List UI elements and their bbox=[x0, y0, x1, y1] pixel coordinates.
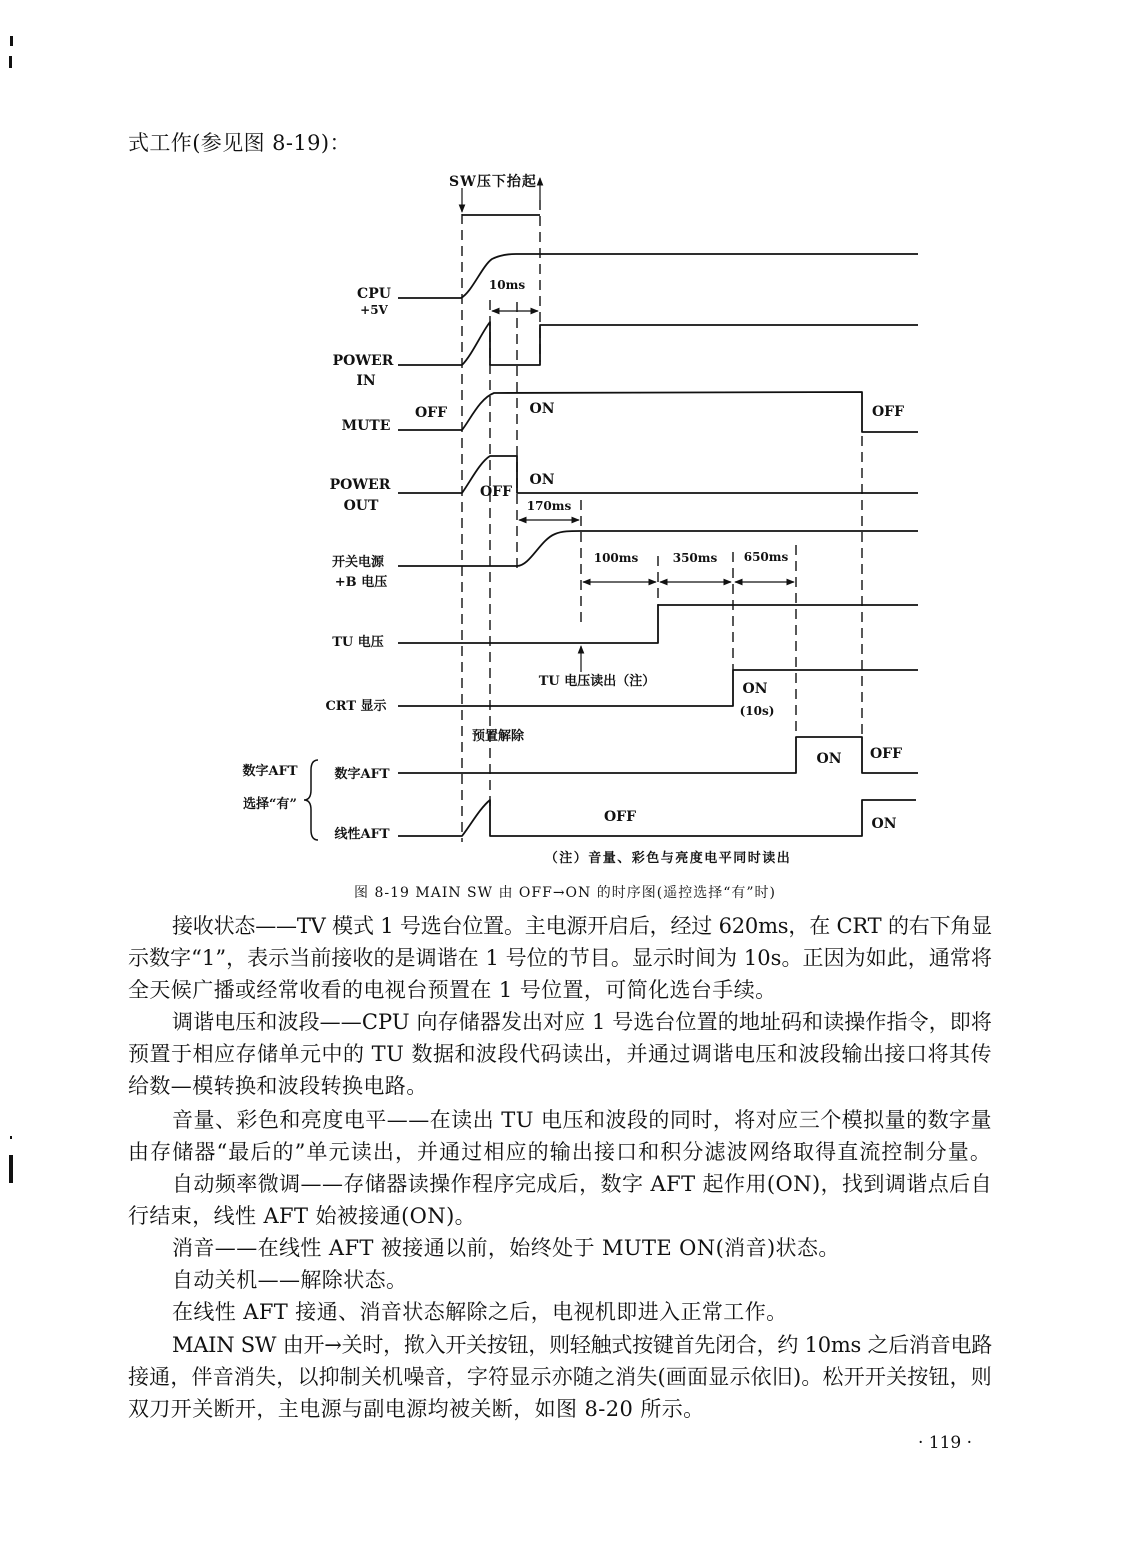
annotation-100ms: 100ms bbox=[593, 551, 639, 565]
figure-note: （注）音量、彩色与亮度电平同时读出 bbox=[544, 851, 792, 866]
label-smps: 开关电源 bbox=[331, 555, 385, 570]
label-power-out: POWER bbox=[329, 477, 391, 493]
paragraph-line bbox=[128, 1202, 992, 1230]
signal-crt-display bbox=[398, 670, 918, 706]
paragraph-line-text: 示数字“1”，表示当前接收的是调谐在 1 号位的节目。显示时间为 10s。正因为如此，通常将 bbox=[128, 946, 992, 970]
scan-artifact-bar bbox=[9, 1155, 13, 1183]
paragraph-line-text: 接收状态——TV 模式 1 号选台位置。主电源开启后，经过 620ms，在 CRT 的右下角显 bbox=[172, 914, 992, 938]
label-smps-sub: +B 电压 bbox=[334, 575, 388, 590]
brace-label-line1: 数字AFT bbox=[242, 764, 298, 779]
paragraph-line bbox=[172, 1331, 992, 1359]
annotation-digital-aft-on: ON bbox=[816, 751, 842, 767]
annotation-mute-on: ON bbox=[529, 401, 555, 417]
paragraph-line bbox=[172, 1298, 992, 1326]
paragraph-line bbox=[172, 1266, 992, 1294]
paragraph-line-text: 自动频率微调——存储器读操作程序完成后，数字 AFT 起作用(ON)，找到调谐点后自 bbox=[172, 1172, 992, 1196]
brace-label-line2: 选择“有” bbox=[243, 797, 297, 812]
paragraph-line bbox=[128, 1040, 992, 1068]
annotation-crt-duration: (10s) bbox=[739, 704, 775, 718]
paragraph-line-text: 自动关机——解除状态。 bbox=[172, 1268, 408, 1292]
paragraph-line bbox=[128, 976, 992, 1004]
label-cpu-sub: +5V bbox=[360, 303, 388, 317]
paragraph-line-text: 给数—模转换和波段转换电路。 bbox=[128, 1074, 428, 1098]
annotation-power-out-off: OFF bbox=[479, 484, 513, 500]
signal-cpu-5v bbox=[398, 254, 918, 298]
paragraph-line-text: 音量、彩色和亮度电平——在读出 TU 电压和波段的同时，将对应三个模拟量的数字量 bbox=[172, 1108, 992, 1132]
paragraph-line bbox=[172, 1170, 992, 1198]
label-mute: MUTE bbox=[341, 418, 391, 434]
label-cpu: CPU bbox=[357, 286, 391, 302]
annotation-170ms: 170ms bbox=[526, 499, 572, 513]
page-number: · 119 · bbox=[917, 1433, 973, 1453]
paragraph-line-text: 双刀开关断开，主电源与副电源均被关断，如图 8-20 所示。 bbox=[128, 1397, 705, 1421]
label-digital-aft: 数字AFT bbox=[334, 767, 390, 782]
paragraph-line-text: 由存储器“最后的”单元读出，并通过相应的输出接口和积分滤波网络取得直流控制分量。 bbox=[128, 1140, 992, 1164]
annotation-linear-aft-off: OFF bbox=[603, 809, 637, 825]
aft-brace bbox=[304, 760, 318, 840]
label-power-in-sub: IN bbox=[356, 373, 376, 389]
annotation-power-out-on: ON bbox=[529, 472, 555, 488]
annotation-tu-readout: TU 电压读出（注） bbox=[538, 674, 656, 689]
figure-caption: 图 8-19 MAIN SW 由 OFF→ON 的时序图(遥控选择“有”时) bbox=[354, 885, 776, 901]
paragraph-line bbox=[128, 944, 992, 972]
signal-mute bbox=[398, 392, 918, 432]
annotation-350ms: 350ms bbox=[672, 551, 718, 565]
annotation-10ms: 10ms bbox=[488, 278, 526, 292]
paragraph-line bbox=[128, 1395, 992, 1423]
label-linear-aft: 线性AFT bbox=[334, 827, 390, 842]
signal-waveforms bbox=[398, 254, 918, 836]
paragraph-line bbox=[172, 1106, 992, 1134]
signal-linear-aft bbox=[398, 800, 916, 836]
paragraph-line-text: 在线性 AFT 接通、消音状态解除之后，电视机即进入正常工作。 bbox=[172, 1300, 788, 1324]
paragraph-line-text: MAIN SW 由开→关时，揿入开关按钮，则轻触式按键首先闭合，约 10ms 之后消音电路 bbox=[172, 1333, 992, 1357]
paragraph-line-text: 消音——在线性 AFT 被接通以前，始终处于 MUTE ON(消音)状态。 bbox=[172, 1236, 840, 1260]
timing-annotations bbox=[415, 278, 904, 866]
label-power-out-sub: OUT bbox=[343, 498, 379, 514]
annotation-650ms: 650ms bbox=[743, 550, 789, 564]
label-crt-display: CRT 显示 bbox=[325, 699, 387, 714]
signal-tu-voltage bbox=[398, 605, 918, 643]
intro-line: 式工作(参见图 8-19)： bbox=[128, 131, 351, 155]
paragraph-line bbox=[128, 1138, 992, 1166]
annotation-mute-off-right: OFF bbox=[871, 404, 905, 420]
paragraph-line bbox=[172, 1234, 992, 1262]
annotation-preset-release: 预置解除 bbox=[472, 729, 525, 744]
paragraph-line bbox=[128, 1363, 992, 1391]
annotation-digital-aft-off: OFF bbox=[869, 746, 903, 762]
annotation-linear-aft-on: ON bbox=[871, 816, 897, 832]
paragraph-line bbox=[128, 1072, 992, 1100]
signal-power-out bbox=[398, 456, 918, 493]
annotation-crt-on: ON bbox=[742, 681, 768, 697]
signal-power-in bbox=[398, 322, 918, 365]
sw-label: SW压下抬起 bbox=[449, 174, 537, 190]
sw-indicator bbox=[449, 173, 540, 215]
label-power-in: POWER bbox=[332, 353, 394, 369]
signal-labels bbox=[243, 286, 394, 842]
scan-artifact-dot bbox=[10, 1136, 12, 1139]
paragraph-line bbox=[172, 1008, 992, 1036]
paragraph-line-text: 预置于相应存储单元中的 TU 数据和波段代码读出，并通过调谐电压和波段输出接口将其传 bbox=[128, 1042, 992, 1066]
paragraph-line-text: 全天候广播或经常收看的电视台预置在 1 号位置，可简化选台手续。 bbox=[128, 978, 777, 1002]
annotation-mute-off-left: OFF bbox=[414, 405, 448, 421]
paragraph-line-text: 接通，伴音消失，以抑制关机噪音，字符显示亦随之消失(画面显示依旧)。松开开关按钮，则 bbox=[128, 1365, 992, 1389]
label-tu-voltage: TU 电压 bbox=[332, 635, 384, 650]
timing-guide-lines bbox=[462, 200, 862, 842]
paragraph-line bbox=[172, 912, 992, 940]
paragraph-line-text: 调谐电压和波段——CPU 向存储器发出对应 1 号选台位置的地址码和读操作指令，即将 bbox=[172, 1010, 992, 1034]
paragraph-line-text: 行结束，线性 AFT 始被接通(ON)。 bbox=[128, 1204, 477, 1228]
